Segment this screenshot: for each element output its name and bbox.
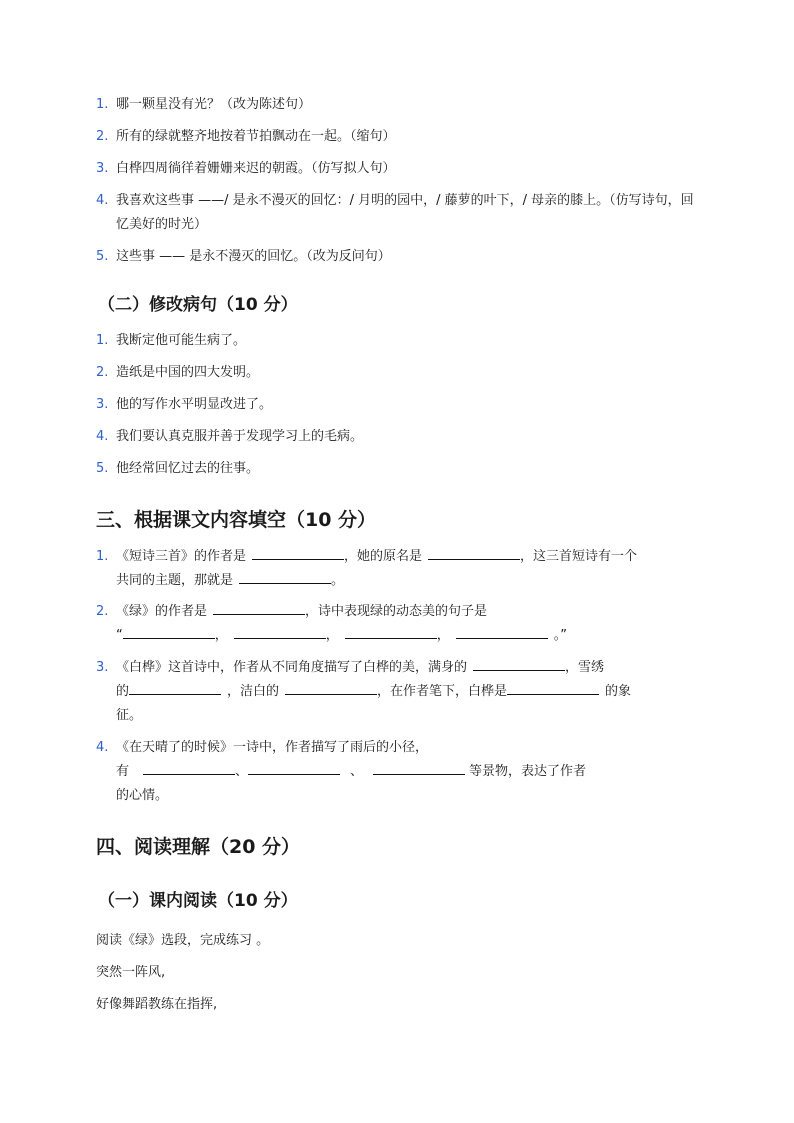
list-item: [96, 189, 694, 245]
item-text: 他经常回忆过去的往事。: [116, 461, 260, 476]
item-text: ，: [325, 628, 339, 643]
item-text: 我断定他可能生病了。: [116, 333, 247, 348]
item-text: 《在天晴了的时候》一诗中，作者描写了雨后的小径，: [116, 740, 429, 755]
list-item: [96, 457, 696, 489]
item-text: ，洁白的: [227, 684, 280, 699]
list-item: [96, 656, 716, 736]
list-item: [96, 245, 696, 277]
list-item: [96, 736, 716, 816]
item-text: 征。: [116, 708, 143, 723]
item-text: 共同的主题，那就是: [116, 573, 234, 588]
item-number: 1.: [96, 97, 109, 112]
item-text: ，雪绣: [565, 660, 605, 675]
item-text: 造纸是中国的四大发明。: [116, 365, 260, 380]
item-number: 4.: [96, 429, 109, 444]
item-number: 3.: [96, 161, 109, 176]
section-title-reading: 四、阅读理解（20 分）: [96, 836, 301, 858]
item-number: 1.: [96, 549, 109, 564]
list-item: [96, 329, 696, 361]
list-item: [96, 361, 696, 393]
item-line: [116, 624, 716, 648]
poem-line: 突然一阵风,: [96, 965, 166, 980]
answer-blank[interactable]: [234, 626, 326, 639]
item-text: 《白桦》这首诗中，作者从不同角度描写了白桦的美，满身的: [116, 660, 468, 675]
answer-blank[interactable]: [248, 762, 340, 775]
list-item: [96, 125, 696, 157]
list-item: [96, 93, 696, 125]
item-text: 白桦四周徜徉着姗姗来迟的朝霞。（仿写拟人句）: [116, 161, 396, 176]
item-number: 4.: [96, 193, 109, 208]
item-line: [116, 545, 716, 569]
item-text: 《短诗三首》的作者是: [116, 549, 247, 564]
fix-sentence-list: [96, 329, 696, 489]
item-line: [116, 656, 716, 680]
item-number: 5.: [96, 249, 109, 264]
item-text: 、: [235, 764, 249, 779]
item-text: 、: [350, 764, 364, 779]
item-text: 的象: [605, 684, 632, 699]
item-line: [116, 600, 716, 624]
item-text: 等景物，表达了作者: [469, 764, 587, 779]
item-number: 4.: [96, 740, 109, 755]
item-text: ，诗中表现绿的动态美的句子是: [305, 604, 488, 619]
item-line: [116, 704, 716, 728]
item-text: 我喜欢这些事 ——/ 是永不漫灭的回忆：/ 月明的园中，/ 藤萝的叶下，/ 母亲的膝上。（仿写诗句，回忆美好的时光）: [116, 193, 694, 232]
item-number: 5.: [96, 461, 109, 476]
item-line: [116, 736, 716, 760]
answer-blank[interactable]: [129, 682, 221, 695]
poem-line: 好像舞蹈教练在指挥,: [96, 997, 218, 1012]
item-text: 的: [116, 684, 130, 699]
item-text: 我们要认真克服并善于发现学习上的毛病。: [116, 429, 364, 444]
list-item: [96, 393, 696, 425]
item-number: 2.: [96, 129, 109, 144]
rewrite-sentence-list: [96, 93, 696, 277]
list-item: [96, 425, 696, 457]
fill-blank-list: [96, 545, 716, 816]
item-text: ，这三首短诗有一个: [520, 549, 638, 564]
item-text: ，在作者笔下，白桦是: [377, 684, 508, 699]
answer-blank[interactable]: [123, 626, 215, 639]
answer-blank[interactable]: [473, 658, 565, 671]
answer-blank[interactable]: [239, 571, 331, 584]
item-text: 他的写作水平明显改进了。: [116, 397, 273, 412]
item-number: 3.: [96, 660, 109, 675]
answer-blank[interactable]: [507, 682, 599, 695]
item-text: 所有的绿就整齐地按着节拍飘动在一起。（缩句）: [116, 129, 396, 144]
answer-blank[interactable]: [285, 682, 377, 695]
list-item: [96, 157, 696, 189]
section-title-fill-blanks: 三、根据课文内容填空（10 分）: [96, 509, 377, 531]
item-line: [116, 760, 716, 784]
item-text: 哪一颗星没有光？（改为陈述句）: [116, 97, 312, 112]
item-text: 有: [116, 764, 130, 779]
item-number: 2.: [96, 604, 109, 619]
item-text: 这些事 —— 是永不漫灭的回忆。（改为反问句）: [116, 249, 391, 264]
answer-blank[interactable]: [213, 602, 305, 615]
list-item: [96, 600, 716, 656]
item-text: 《绿》的作者是: [116, 604, 208, 619]
answer-blank[interactable]: [373, 762, 465, 775]
item-line: [116, 784, 716, 808]
item-text: ，她的原名是: [344, 549, 423, 564]
item-text: ，: [214, 628, 228, 643]
item-text: 的心情。: [116, 788, 169, 803]
section-title-fix-sentences: （二）修改病句（10 分）: [98, 295, 298, 315]
answer-blank[interactable]: [428, 547, 520, 560]
answer-blank[interactable]: [456, 626, 548, 639]
item-text: ，: [436, 628, 450, 643]
item-text: “: [116, 628, 123, 643]
item-number: 1.: [96, 333, 109, 348]
item-number: 3.: [96, 397, 109, 412]
item-text: 。: [331, 573, 345, 588]
reading-instruction: 阅读《绿》选段，完成练习 。: [96, 933, 270, 948]
item-line: [116, 569, 716, 593]
answer-blank[interactable]: [345, 626, 437, 639]
answer-blank[interactable]: [143, 762, 235, 775]
item-number: 2.: [96, 365, 109, 380]
answer-blank[interactable]: [252, 547, 344, 560]
list-item: [96, 545, 716, 600]
subsection-title-in-class-reading: （一）课内阅读（10 分）: [98, 891, 298, 911]
item-line: [116, 680, 716, 704]
item-text: 。”: [553, 628, 568, 643]
